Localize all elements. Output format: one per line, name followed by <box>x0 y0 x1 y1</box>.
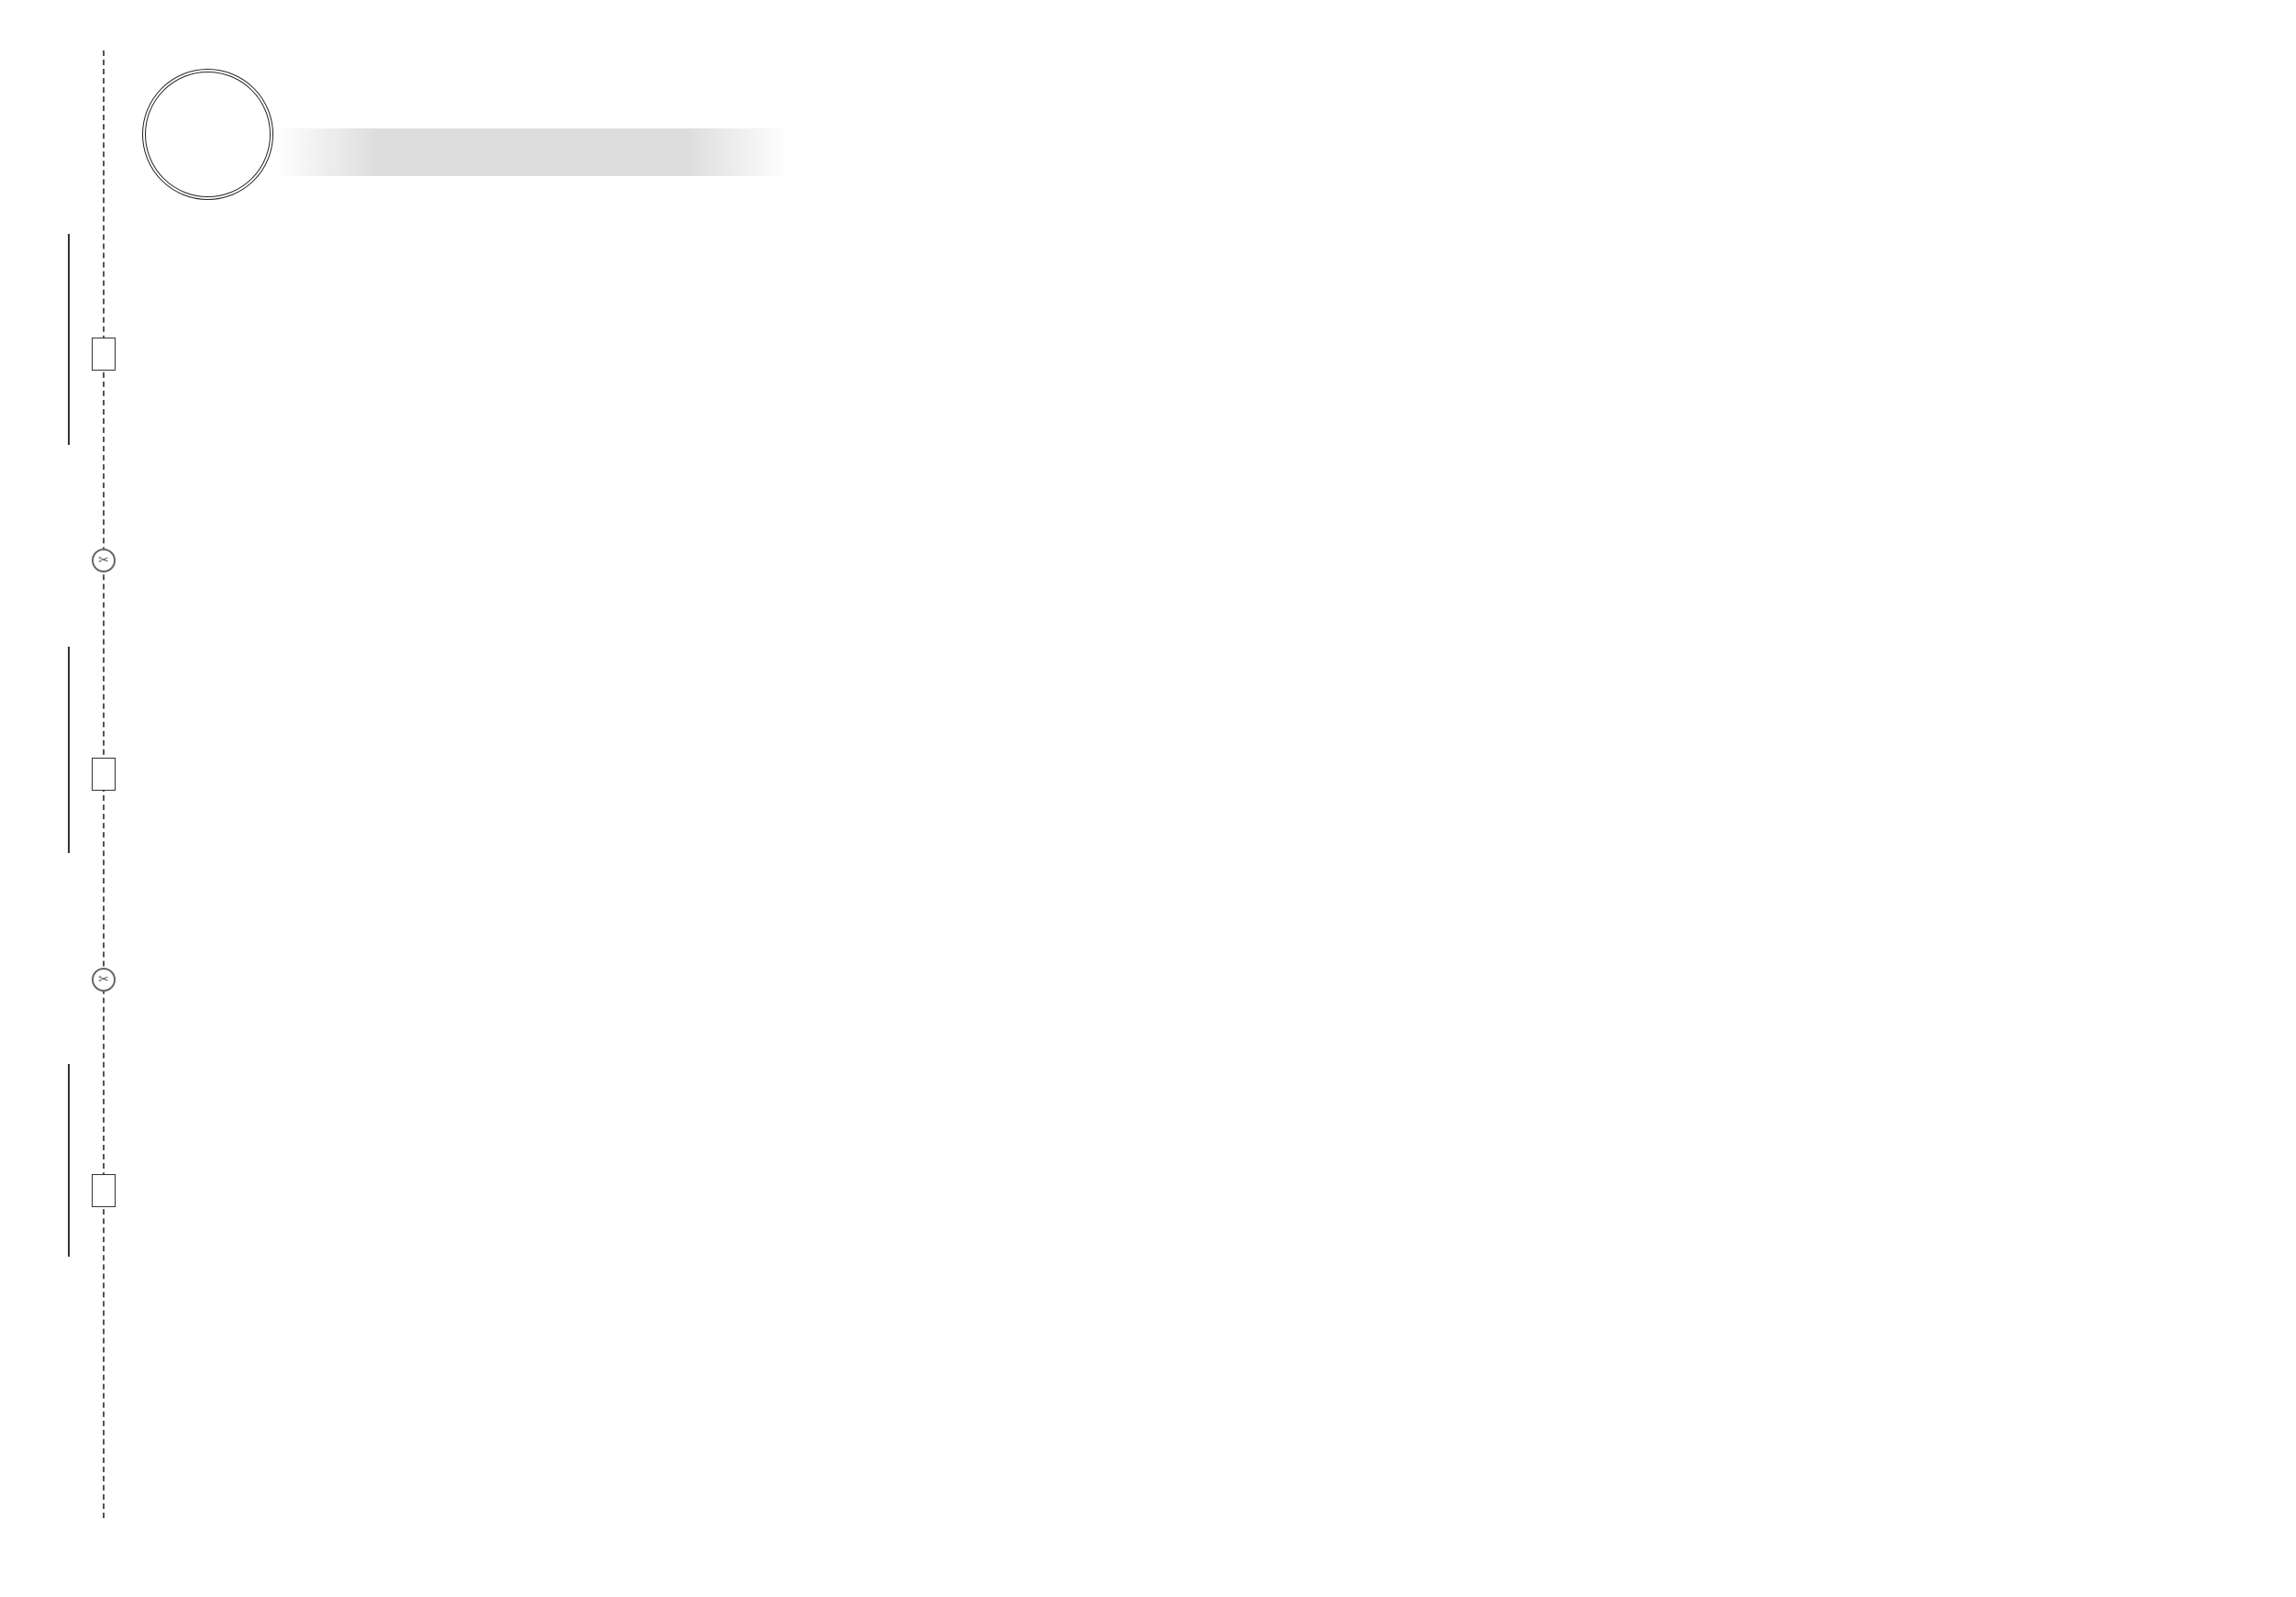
name-blank[interactable] <box>68 1064 70 1257</box>
seal-seal-mark <box>92 758 116 791</box>
seal-line-mark <box>92 338 116 371</box>
class-blank[interactable] <box>68 647 70 853</box>
scissors-icon: ✂ <box>92 549 116 572</box>
school-blank[interactable] <box>68 234 70 445</box>
scissors-icon: ✂ <box>92 968 116 992</box>
title-band <box>275 128 789 176</box>
publisher-logo <box>142 69 273 200</box>
seal-secret-mark <box>92 1174 116 1207</box>
